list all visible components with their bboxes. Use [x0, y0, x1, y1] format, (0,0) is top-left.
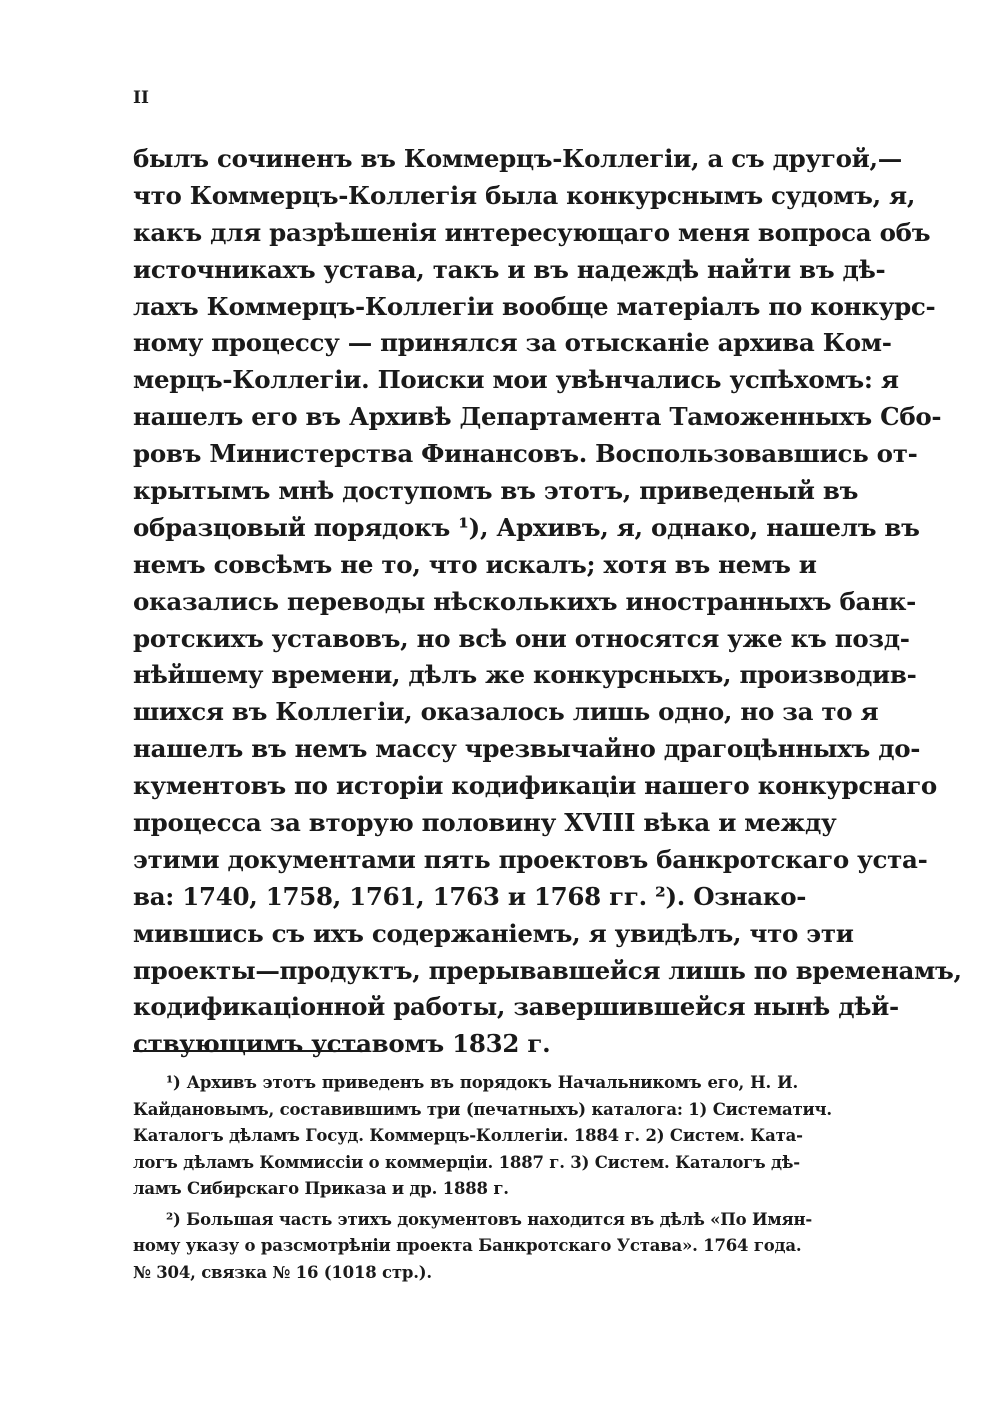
text-line: мерцъ-Коллегіи. Поиски мои увѣнчались успѣхомъ: я — [133, 365, 899, 395]
footnotes-section — [133, 1070, 832, 1286]
text-line: былъ сочиненъ въ Коммерцъ-Коллегіи, а съ другой,— — [133, 144, 902, 173]
text-line: что Коммерцъ-Коллегія была конкурснымъ судомъ, я, — [133, 180, 916, 210]
text-line: крытымъ мнѣ доступомъ въ этотъ, приведеный въ — [133, 476, 859, 506]
text-line: нѣйшему времени, дѣлъ же конкурсныхъ, производив- — [133, 660, 917, 690]
text-line: ствующимъ уставомъ 1832 г. — [133, 1029, 551, 1059]
text-line: мившись съ ихъ содержаніемъ, я увидѣлъ, что эти — [133, 918, 854, 948]
footnote-line: Кайдановымъ, составившимъ три (печатныхъ) каталога: 1) Систематич. — [133, 1099, 832, 1119]
text-line: оказались переводы нѣсколькихъ иностранныхъ банк- — [133, 586, 916, 616]
main-text-body — [133, 141, 962, 1063]
footnote-2 — [133, 1207, 813, 1287]
footnote-divider — [133, 1050, 369, 1052]
text-line: источникахъ устава, такъ и въ надеждѣ найти въ дѣ- — [133, 254, 886, 284]
text-line: немъ совсѣмъ не то, что искалъ; хотя въ немъ и — [133, 549, 817, 579]
text-line: проекты—продуктъ, прерывавшейся лишь по временамъ, — [133, 955, 962, 985]
footnote-line: логъ дѣламъ Коммиссіи о коммерціи. 1887 г. 3) Систем. Каталогъ дѣ- — [133, 1152, 800, 1172]
text-line: лахъ Коммерцъ-Коллегіи вообще матеріалъ по конкурс- — [133, 291, 936, 321]
text-line: ва: 1740, 1758, 1761, 1763 и 1768 гг. ²). Ознако- — [133, 881, 807, 911]
text-line: ротскихъ уставовъ, но всѣ они относятся уже къ позд- — [133, 623, 910, 653]
footnote-line: Каталогъ дѣламъ Госуд. Коммерцъ-Коллегіи. 1884 г. 2) Систем. Ката- — [133, 1126, 803, 1145]
text-line: нашелъ его въ Архивѣ Департамента Таможенныхъ Сбо- — [133, 402, 942, 432]
footnote-1 — [133, 1070, 832, 1203]
footnote-line: ному указу о разсмотрѣніи проекта Банкротскаго Устава». 1764 года. — [133, 1236, 802, 1255]
text-line: ному процессу — принялся за отысканіе архива Ком- — [133, 328, 892, 358]
footnote-line: ²) Большая часть этихъ документовъ находится въ дѣлѣ «По Имян- — [166, 1209, 813, 1229]
text-line: шихся въ Коллегіи, оказалось лишь одно, но за то я — [133, 697, 879, 727]
text-line: какъ для разрѣшенія интересующаго меня вопроса объ — [133, 217, 931, 247]
text-line: ровъ Министерства Финансовъ. Воспользовавшись от- — [133, 439, 918, 469]
text-line: этими документами пять проектовъ банкротскаго уста- — [133, 844, 928, 874]
footnote-line: № 304, связка № 16 (1018 стр.). — [133, 1262, 432, 1282]
text-line: нашелъ въ немъ массу чрезвычайно драгоцѣнныхъ до- — [133, 734, 921, 764]
text-line: кументовъ по исторіи кодификаціи нашего конкурснаго — [133, 771, 937, 801]
page-number: II — [133, 88, 149, 108]
footnote-line: ламъ Сибирскаго Приказа и др. 1888 г. — [133, 1179, 509, 1198]
text-line: кодификаціонной работы, завершившейся нынѣ дѣй- — [133, 992, 899, 1022]
text-line: образцовый порядокъ ¹), Архивъ, я, однако, нашелъ въ — [133, 512, 920, 542]
text-line: процесса за вторую половину XVIII вѣка и между — [133, 808, 837, 838]
footnote-line: ¹) Архивъ этотъ приведенъ въ порядокъ Начальникомъ его, Н. И. — [166, 1073, 798, 1092]
